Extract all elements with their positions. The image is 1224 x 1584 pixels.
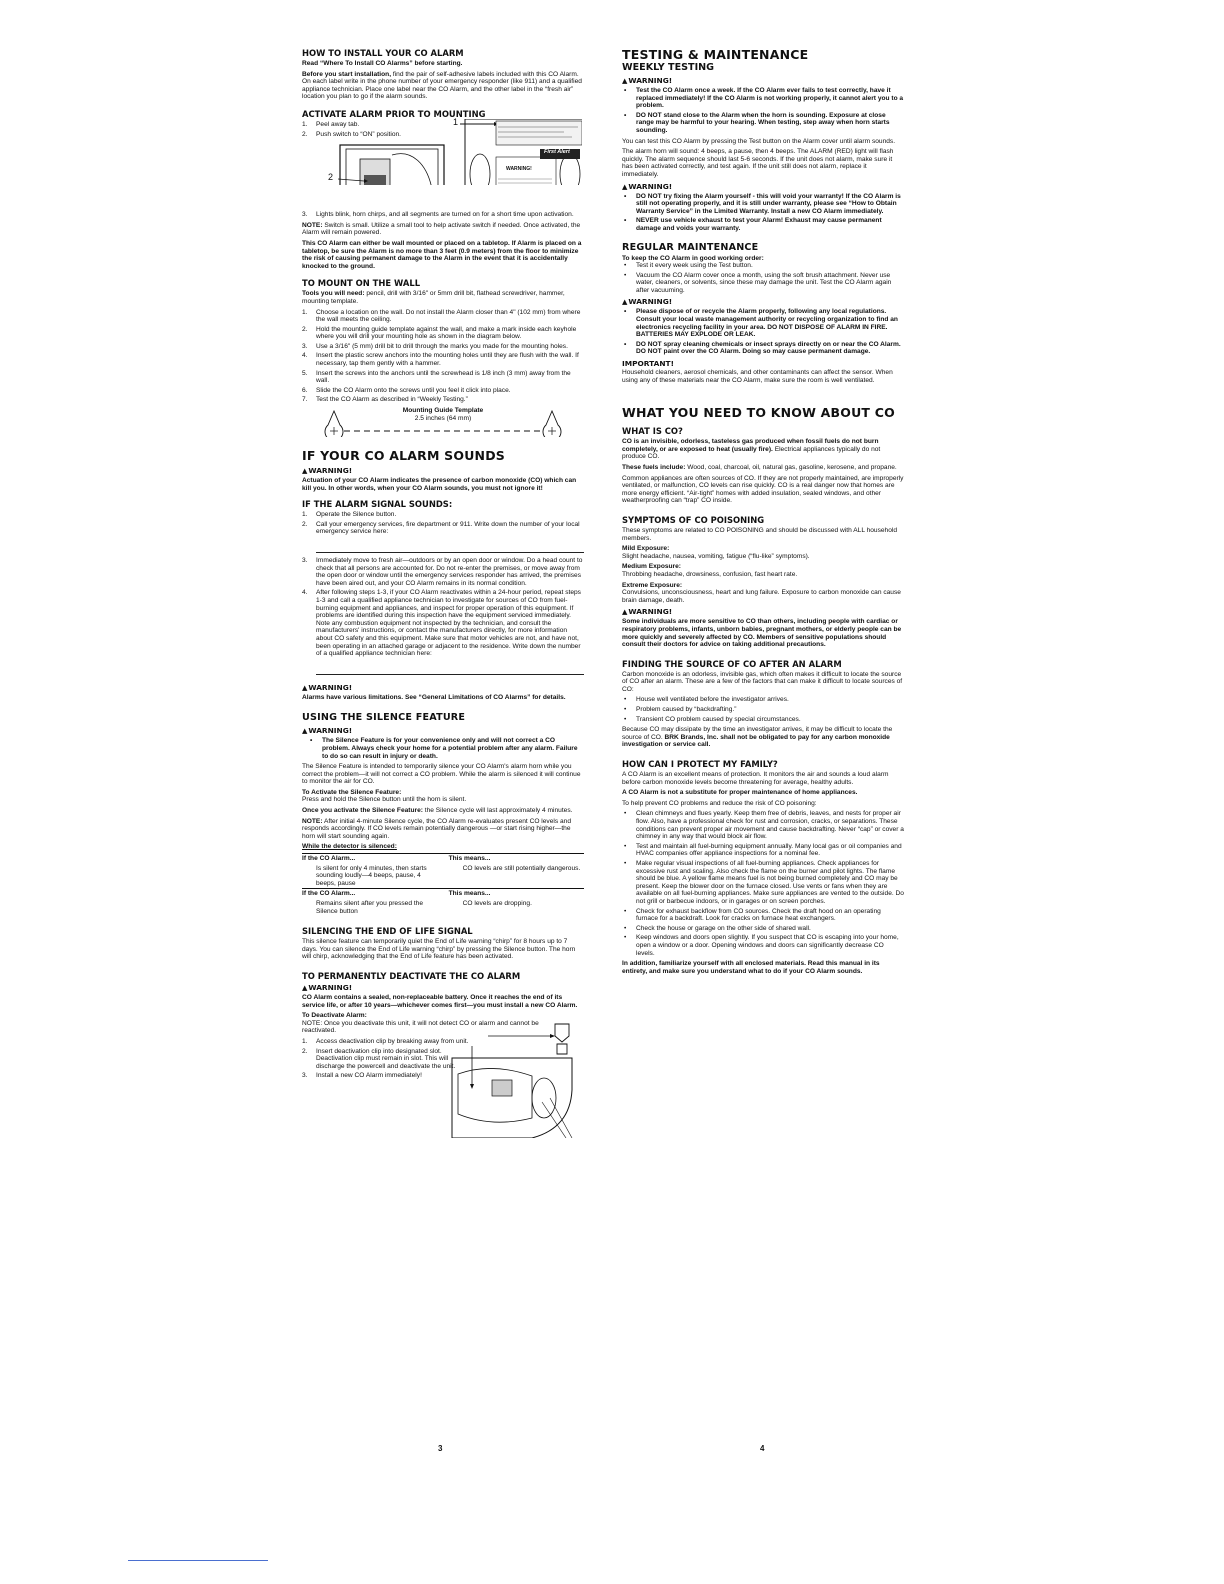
- activate-note: NOTE: Switch is small. Utilize a small tool to help activate switch if needed. Once activated, the Alarm will remain powered.: [302, 221, 581, 237]
- protect-help: To help prevent CO problems and reduce the risk of CO poisoning:: [622, 799, 817, 807]
- what-is-co-text: CO is an invisible, odorless, tasteless gas produced when fossil fuels do not burn completely, or are exposed to heat (usually fire). Electrical appliances typically do not produce CO.: [622, 438, 881, 461]
- silence-note: NOTE: After initial 4-minute Silence cycle, the CO Alarm re-evaluates present CO levels and responds accordingly. If CO levels remain potentially dangerous —or start rising higher—the horn will start sounding again.: [302, 817, 571, 840]
- warning-triangle-icon: ▲: [302, 727, 308, 736]
- regular-warning-heading: ▲WARNING!: [622, 297, 673, 307]
- install-before-paragraph: [302, 71, 584, 101]
- fuels-text: These fuels include: Wood, coal, charcoal, oil, natural gas, gasoline, kerosene, and propane.: [622, 464, 897, 471]
- warning-triangle-icon: ▲: [622, 608, 628, 617]
- mild-text: Slight headache, nausea, vomiting, fatigue (“flu-like” symptoms).: [622, 552, 810, 560]
- list-item: • Test the CO Alarm once a week. If the CO Alarm ever fails to test correctly, have it replaced immediately! If the CO Alarm is not working properly, it cannot alert you to a problem.: [624, 87, 904, 110]
- testing-paragraph-1: You can test this CO Alarm by pressing the Test button on the Alarm cover until alarm sounds.: [622, 137, 896, 145]
- list-item: 3. Immediately move to fresh air—outdoors or by an open door or window. Do a head count to check that all persons are accounted for. Do not re-enter the premises, or move away from the open door or window until the emergency services responder has arrived, the premises have been aired out, and your CO Alarm remains in its normal condition.: [302, 557, 583, 587]
- list-item: • NEVER use vehicle exhaust to test your Alarm! Exhaust may cause permanent damage and voids your warranty.: [624, 217, 882, 232]
- medium-text: Throbbing headache, drowsiness, confusion, fast heart rate.: [622, 570, 798, 578]
- weekly-warning-heading: ▲WARNING!: [622, 76, 673, 85]
- list-item: • Test it every week using the Test button.: [624, 262, 753, 270]
- list-item: 2. Insert deactivation clip into designated slot. Deactivation clip must remain in slot. This will discharge the powercell and deactivate the unit.: [302, 1047, 456, 1070]
- protect-list: [622, 810, 904, 957]
- activate-step-3: [302, 211, 584, 219]
- install-title: HOW TO INSTALL YOUR CO ALARM: [302, 48, 464, 58]
- table-row: Remains silent after you pressed the Silence button CO levels are dropping.: [316, 900, 532, 915]
- weekly-warning-list: [622, 87, 904, 135]
- list-item: • Vacuum the CO Alarm cover once a month, using the soft brush attachment. Never use water, cleaners, or solvents, since these may damage the unit. Test the CO Alarm again after vacuuming.: [624, 271, 892, 294]
- signal-steps-1-2: [302, 511, 584, 536]
- list-item: • Clean chimneys and flues yearly. Keep them free of debris, leaves, and nests for proper air flow. Also, have a professional check for rust and corrosion, cracks, or separations. These conditions can prevent proper air movement and cause backdrafting. Never “cap” or cover a chimney in any way that would block air flow.: [624, 810, 904, 841]
- list-item: 4. Insert the plastic screw anchors into the mounting holes until they are flush with the wall. If necessary, tap them gently with a hammer.: [302, 352, 579, 368]
- list-item: • House well ventilated before the investigator arrives.: [624, 696, 789, 704]
- list-item: 1. Operate the Silence button.: [302, 511, 397, 519]
- table-row: Is silent for only 4 minutes, then starts sounding loudly—4 beeps, pause, 4 beeps, pause CO levels are still potentially dangerous.: [316, 864, 581, 887]
- silence-activate-text: Press and hold the Silence button until the horn is silent.: [302, 796, 467, 804]
- deactivate-heading: To Deactivate Alarm:: [302, 1012, 367, 1020]
- regular-lead: To keep the CO Alarm in good working order:: [622, 254, 764, 262]
- regular-list: [622, 262, 904, 294]
- silence-title: USING THE SILENCE FEATURE: [302, 712, 466, 724]
- list-item: • Keep windows and doors open slightly. If you suspect that CO is escaping into your home, open a window or a door. Opening windows and doors can significantly decrease CO levels.: [624, 934, 899, 957]
- footer-rule: [128, 1560, 268, 1561]
- list-item: • DO NOT spray cleaning chemicals or insect sprays directly on or near the CO Alarm. DO NOT paint over the CO Alarm. Doing so may cause permanent damage.: [624, 340, 901, 356]
- install-read-note: Read “Where To Install CO Alarms” before starting.: [302, 60, 463, 67]
- finding-title: FINDING THE SOURCE OF CO AFTER AN ALARM: [622, 658, 842, 669]
- common-sources-text: Common appliances are often sources of CO. If they are not properly maintained, are improperly ventilated, or malfunction, CO levels can rise quickly. CO is a real danger now that homes are more energy efficient. “Air-tight” homes with added insulation, sealed windows, and other weatherproofing can “trap” CO inside.: [622, 474, 904, 505]
- list-item: • DO NOT stand close to the Alarm when the horn is sounding. Exposure at close range may be harmful to your hearing. When testing, step away when horn starts sounding.: [624, 111, 890, 134]
- mount-title: TO MOUNT ON THE WALL: [302, 278, 421, 289]
- testing-paragraph-2: The alarm horn will sound: 4 beeps, a pause, then 4 beeps. The ALARM (RED) light will flash quickly. The alarm sequence should last 5-6 seconds. If the unit does not alarm, make sure it has been activated correctly, and test again. If the unit still does not alarm, replace it immediately.: [622, 148, 894, 178]
- warning-triangle-icon: ▲: [302, 983, 308, 992]
- warning-triangle-icon: ▲: [622, 77, 628, 85]
- finding-list: [622, 696, 904, 723]
- eol-title: SILENCING THE END OF LIFE SIGNAL: [302, 926, 473, 937]
- list-item: • Please dispose of or recycle the Alarm properly, following any local regulations. Consult your local waste management authority or recycling organization to find an electronics recycling facility in your area. DO NOT DISPOSE OF ALARM IN FIRE. BATTERIES MAY EXPLODE OR LEAK.: [624, 308, 898, 339]
- right-column: [622, 48, 904, 978]
- list-item: 5. Insert the screws into the anchors until the screwhead is 1/8 inch (3 mm) away from the wall.: [302, 369, 571, 385]
- page-number-left: 3: [438, 1444, 443, 1453]
- silence-table: [302, 853, 584, 916]
- list-item: • Check the house or garage on the other side of shared wall.: [624, 924, 811, 932]
- know-title: WHAT YOU NEED TO KNOW ABOUT CO: [622, 405, 895, 421]
- deactivate-section: [302, 1020, 584, 1080]
- list-item: 2. Push switch to “ON” position.: [302, 130, 402, 138]
- list-item: 2. Hold the mounting guide template against the wall, and make a mark inside each keyhole where you will drill your mounting hole as shown in the diagram below.: [302, 325, 577, 341]
- medium-heading: Medium Exposure:: [622, 563, 681, 571]
- limitations-warning-heading: ▲WARNING!: [302, 682, 353, 692]
- warning-triangle-icon: ▲: [302, 467, 308, 476]
- list-item: • Make regular visual inspections of all fuel-burning appliances. Check appliances for excessive rust and scaling. Also check the flame on the burner and pilot lights. The flame should be blue. A yellow flame means fuel is not being burned completely and CO may be present. Keep the blower door on the furnace closed. Use vents or fans when they are available on all fuel-burning appliances. Make sure appliances are vented to the outside. Do not grill or barbecue indoors, or in garages or on screen porches.: [624, 859, 904, 905]
- silence-warning-heading: ▲WARNING!: [302, 726, 353, 736]
- template-size: 2.5 inches (64 mm): [414, 415, 472, 423]
- list-item: • Check for exhaust backflow from CO sources. Check the draft hood on an operating furnace for a backdraft. Look for cracks on furnace heat exchangers.: [624, 907, 881, 923]
- sounds-warning-text: Actuation of your CO Alarm indicates the presence of carbon monoxide (CO) which can kill you. In other words, when your CO Alarm sounds, you must not ignore it!: [302, 477, 577, 492]
- technician-number-write-line[interactable]: [316, 664, 584, 675]
- deactivate-warning-heading: ▲WARNING!: [302, 982, 353, 992]
- table-header-row: If the CO Alarm... This means...: [302, 889, 584, 899]
- because-text: Because CO may dissipate by the time an investigator arrives, it may be difficult to locate the source of CO. BRK Brands, Inc. shall not be obligated to pay for any carbon monoxide investigation or service call.: [622, 726, 893, 749]
- warning-triangle-icon: ▲: [622, 182, 628, 191]
- tabletop-warning: This CO Alarm can either be wall mounted or placed on a tabletop. If Alarm is placed on a tabletop, be sure the Alarm is no more than 3 feet (0.9 meters) from the floor to minimize the risk of causing permanent damage to the Alarm in the event that it is accidentally knocked to the ground.: [302, 239, 582, 270]
- list-item: 3. Install a new CO Alarm immediately!: [302, 1072, 422, 1080]
- list-item: 1. Access deactivation clip by breaking away from unit.: [302, 1037, 469, 1045]
- important-text: Household cleaners, aerosol chemicals, and other contaminants can affect the sensor. When using any of these materials near the CO Alarm, make sure the room is well ventilated.: [622, 369, 893, 384]
- mount-steps: [302, 309, 584, 405]
- final-note: In addition, familiarize yourself with all enclosed materials. Read this manual in its entirety, and make sure you understand what to do if your CO Alarm sounds.: [622, 960, 880, 975]
- list-item: 2. Call your emergency services, fire department or 911. Write down the number of your local emergency service here:: [302, 520, 580, 536]
- list-item: 1. Peel away tab.: [302, 120, 360, 128]
- mild-heading: Mild Exposure:: [622, 545, 670, 553]
- important-heading: IMPORTANT!: [622, 359, 674, 369]
- list-item: • Test and maintain all fuel-burning equipment annually. Many local gas or oil companies and HVAC companies offer appliance inspections for a nominal fee.: [624, 842, 902, 858]
- silence-activate-heading: To Activate the Silence Feature:: [302, 788, 402, 796]
- warning-triangle-icon: ▲: [302, 683, 308, 692]
- signal-title: IF THE ALARM SIGNAL SOUNDS:: [302, 499, 453, 510]
- sounds-title: IF YOUR CO ALARM SOUNDS: [302, 448, 506, 464]
- symptoms-intro: These symptoms are related to CO POISONING and should be discussed with ALL household members.: [622, 526, 898, 542]
- keyhole-template-graphic: [302, 405, 584, 437]
- what-is-co-title: WHAT IS CO?: [622, 426, 683, 437]
- left-column: [302, 48, 584, 1083]
- list-item: 4. After following steps 1-3, if your CO Alarm reactivates within a 24-hour period, repeat steps 1-3 and call a qualified appliance technician to investigate for sources of CO from fuel-burning equipment and appliances, and inspect for proper operation of this equipment. If problems are identified during this inspection have the equipment serviced immediately. Note any combustion equipment not inspected by the technician, and consult the manufacturers' instructions, or contact the manufacturers directly, for more information about CO safety and this equipment. Make sure that motor vehicles are not, and have not, been operating in an attached garage or adjacent to the residence. Write down the number of a qualified appliance technician here:: [302, 589, 581, 658]
- activation-illustration: [302, 119, 582, 185]
- regular-warning-list: [622, 308, 904, 356]
- mount-tools: Tools you will need: pencil, drill with 3/16" or 5mm drill bit, flathead screwdriver, hammer, mounting template.: [302, 290, 565, 305]
- protect-text: A CO Alarm is an excellent means of protection. It monitors the air and sounds a loud alarm before carbon monoxide levels become threatening for average, healthy adults.: [622, 771, 889, 786]
- silence-table-heading: While the detector is silenced:: [302, 843, 397, 851]
- silence-intro: The Silence Feature is intended to temporarily silence your CO Alarm's alarm horn while you correct the problem—it will not correct a CO problem. While the alarm is silenced it will continue to monitor the air for CO.: [302, 763, 581, 786]
- sensitivity-warning-text: Some individuals are more sensitive to CO than others, including people with cardiac or respiratory problems, infants, unborn babies, pregnant mothers, or elderly people can be more quickly and severely affected by CO. Members of sensitive populations should consult their doctors for advice on taking additional precautions.: [622, 618, 902, 649]
- extreme-text: Convulsions, unconsciousness, heart and lung failure. Exposure to carbon monoxide can cause brain damage, death.: [622, 589, 901, 604]
- list-item: 3. Lights blink, horn chirps, and all segments are turned on for a short time upon activation.: [302, 211, 574, 219]
- testing-warning-2-heading: ▲WARNING!: [622, 181, 673, 191]
- brand-logo: First Alert: [544, 149, 570, 156]
- list-item: • Problem caused by “backdrafting.”: [624, 706, 737, 714]
- activate-title: ACTIVATE ALARM PRIOR TO MOUNTING: [302, 108, 486, 119]
- deactivate-title: TO PERMANENTLY DEACTIVATE THE CO ALARM: [302, 970, 521, 981]
- sensitivity-warning-heading: ▲WARNING!: [622, 607, 673, 617]
- weekly-title: WEEKLY TESTING: [622, 62, 715, 73]
- silence-once-paragraph: Once you activate the Silence Feature: the Silence cycle will last approximately 4 minutes.: [302, 807, 573, 815]
- sounds-warning-heading: ▲WARNING!: [302, 466, 353, 476]
- testing-warning-2-list: [622, 193, 904, 233]
- callout-2-label: 2: [328, 172, 334, 183]
- page-number-right: 4: [760, 1444, 765, 1453]
- list-item: • The Silence Feature is for your convenience only and will not correct a CO problem. Always check your home for a potential problem after any alarm. Failure to do so can result in injury or death.: [310, 737, 578, 760]
- silence-warning-list: [308, 737, 584, 760]
- finding-text: Carbon monoxide is an odorless, invisible gas, which often makes it difficult to locate the source of CO after an alarm. These are a few of the factors that can make it difficult to locate sources of CO:: [622, 670, 903, 693]
- protect-bold: A CO Alarm is not a substitute for proper maintenance of home appliances.: [622, 789, 858, 797]
- regular-title: REGULAR MAINTENANCE: [622, 241, 759, 253]
- warning-triangle-icon: ▲: [622, 298, 628, 307]
- template-title: Mounting Guide Template: [402, 407, 484, 415]
- install-before-text: find the pair of self-adhesive labels included with this CO Alarm. On each label write in the phone number of your emergency responder (like 911) and a qualified appliance technician. Place one label near the CO Alarm, and the other label in the “fresh air” location you plan to go if the alarm sounds.: [302, 70, 582, 101]
- mounting-template: [302, 407, 584, 437]
- protect-title: HOW CAN I PROTECT MY FAMILY?: [622, 759, 778, 770]
- deactivation-clip-illustration: [432, 1018, 582, 1138]
- table-header-row: If the CO Alarm... This means...: [302, 854, 584, 864]
- eol-text: This silence feature can temporarily quiet the End of Life warning “chirp” for 8 hours up to 7 days. You can silence the End of Life warning “chirp” by pressing the Silence button. The horn will chirp, acknowledging that the End of Life feature has been activated.: [302, 938, 576, 961]
- label-warning-text: WARNING!: [506, 166, 532, 173]
- emergency-number-write-line[interactable]: [316, 542, 584, 553]
- symptoms-title: SYMPTOMS OF CO POISONING: [622, 514, 765, 525]
- limitations-warning-text: Alarms have various limitations. See “General Limitations of CO Alarms” for details.: [302, 693, 566, 701]
- list-item: 7. Test the CO Alarm as described in “Weekly Testing.”: [302, 396, 468, 404]
- deactivate-warning-text: CO Alarm contains a sealed, non-replaceable battery. Once it reaches the end of its service life, or after 10 years—whichever comes first—you must install a new CO Alarm.: [302, 993, 578, 1009]
- install-before-lead: Before you start installation,: [302, 70, 392, 78]
- signal-steps-3-4: [302, 557, 584, 658]
- deactivate-note: NOTE: Once you deactivate this unit, it will not detect CO or alarm and cannot be reactivated.: [302, 1019, 539, 1035]
- callout-1-label: 1: [453, 117, 459, 128]
- list-item: 3. Use a 3/16" (5 mm) drill bit to drill through the marks you made for the mounting holes.: [302, 342, 568, 350]
- list-item: 6. Slide the CO Alarm onto the screws until you feel it click into place.: [302, 386, 511, 394]
- list-item: 1. Choose a location on the wall. Do not install the Alarm closer than 4" (102 mm) from where the wall meets the ceiling.: [302, 308, 581, 324]
- list-item: • Transient CO problem caused by special circumstances.: [624, 715, 801, 723]
- list-item: • DO NOT try fixing the Alarm yourself - this will void your warranty! If the CO Alarm is still not operating properly, and it is still under warranty, please see “How to Obtain Warranty Service” in the Limited Warranty. Install a new CO Alarm immediately.: [624, 192, 901, 215]
- extreme-heading: Extreme Exposure:: [622, 581, 683, 589]
- testing-title: TESTING & MAINTENANCE: [622, 47, 809, 62]
